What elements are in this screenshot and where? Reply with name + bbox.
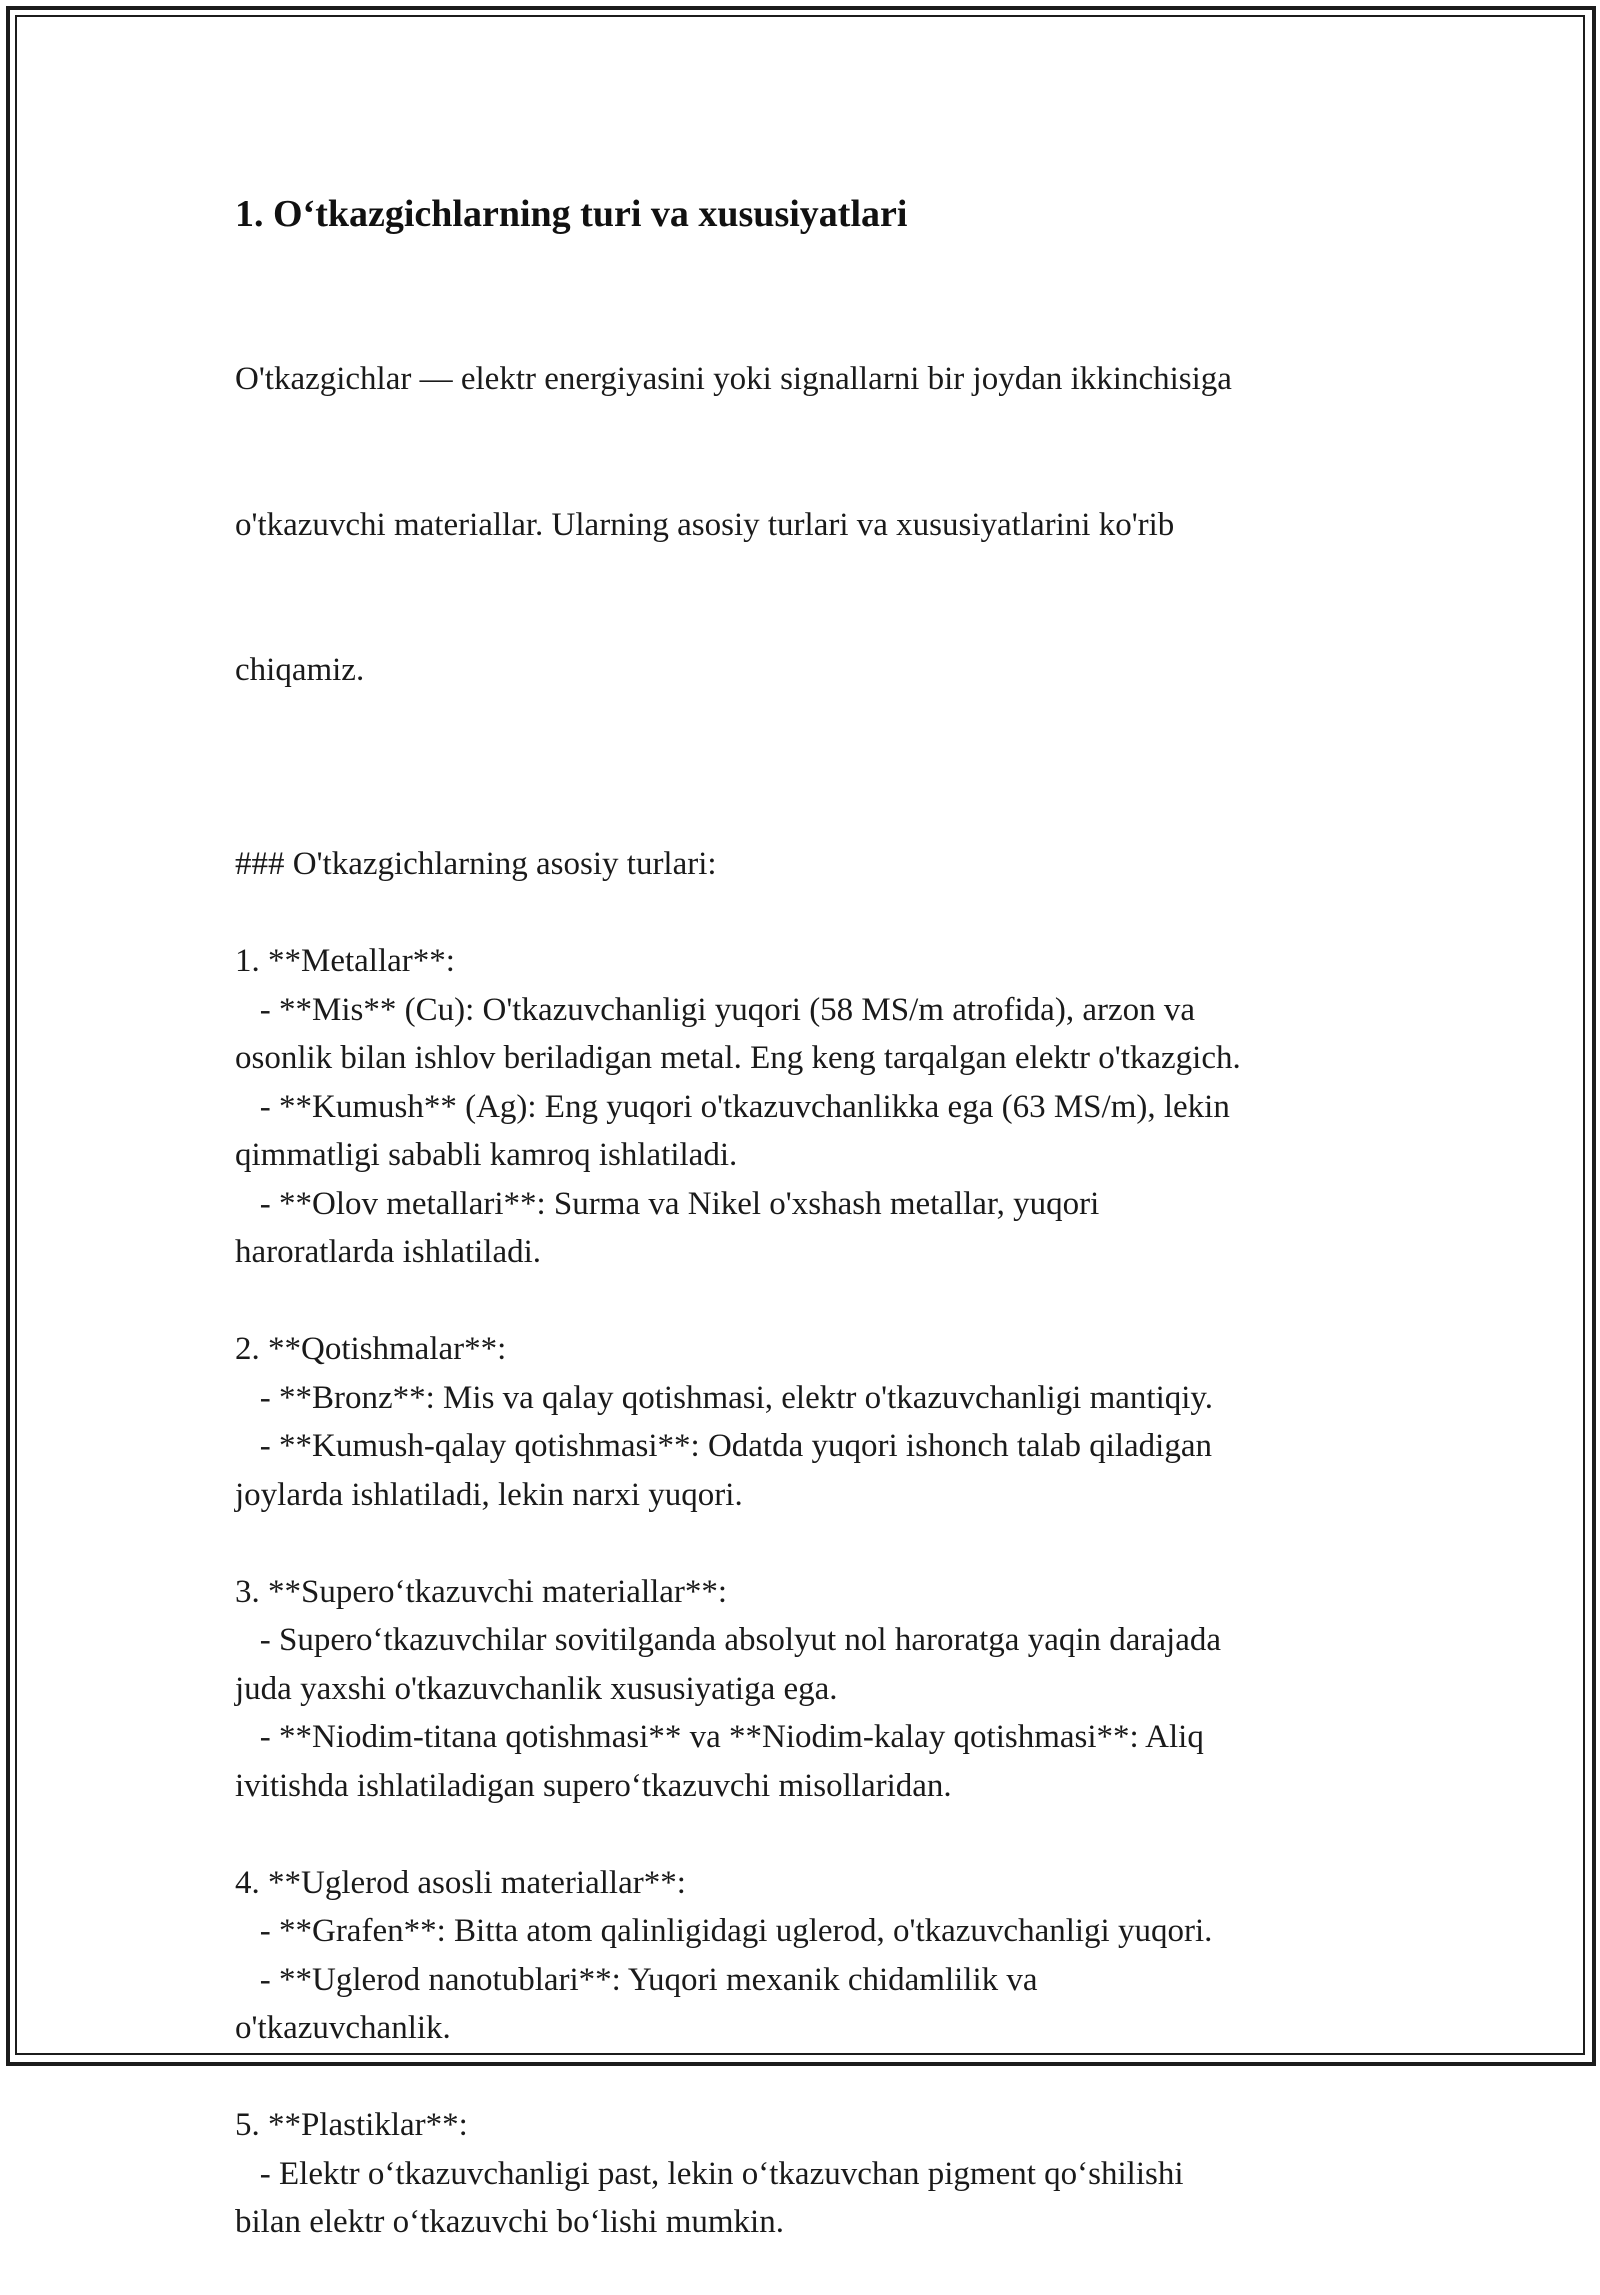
document-heading: 1. O‘tkazgichlarning turi va xususiyatlari [235,193,908,235]
section-line: - **Kumush-qalay qotishmasi**: Odatda yuqori ishonch talab qiladigan [235,1428,1212,1464]
document-body [235,190,1365,2295]
section-line: - **Grafen**: Bitta atom qalinligidagi uglerod, o'tkazuvchanligi yuqori. [235,1913,1213,1949]
section-plastics [235,2101,1365,2247]
section-line: - **Olov metallari**: Surma va Nikel o'xshash metallar, yuqori [235,1185,1100,1222]
section-title: 4. **Uglerod asosli materiallar**: [235,1864,686,1901]
section-metals [235,937,1365,1277]
intro-line: chiqamiz. [235,652,365,688]
section-title: 1. **Metallar**: [235,943,455,979]
section-title: 5. **Plastiklar**: [235,2107,468,2143]
section-line: haroratlarda ishlatiladi. [235,1234,542,1270]
section-line: - **Uglerod nanotublari**: Yuqori mexanik chidamlilik va [235,1961,1038,1998]
section-line: - Elektr o‘tkazuvchanligi past, lekin o‘tkazuvchan pigment qo‘shilishi [235,2155,1184,2192]
section-title: 2. **Qotishmalar**: [235,1331,507,1367]
section-line: - **Kumush** (Ag): Eng yuqori o'tkazuvchanlikka ega (63 MS/m), lekin [235,1088,1230,1125]
section-line: qimmatligi sababli kamroq ishlatiladi. [235,1137,738,1173]
section-line: osonlik bilan ishlov beriladigan metal. Eng keng tarqalgan elektr o'tkazgich. [235,1040,1241,1076]
section-superconductors [235,1568,1365,1811]
intro-paragraph [235,258,1365,792]
section-carbon [235,1859,1365,2053]
section-line: - **Mis** (Cu): O'tkazuvchanligi yuqori (58 MS/m atrofida), arzon va [235,991,1195,1028]
section-alloys [235,1325,1365,1519]
section-line: ivitishda ishlatiladigan supero‘tkazuvchi misollaridan. [235,1767,952,1804]
section-line: juda yaxshi o'tkazuvchanlik xususiyatiga ega. [235,1670,838,1707]
section-line: - **Niodim-titana qotishmasi** va **Niodim-kalay qotishmasi**: Aliq [235,1719,1204,1755]
section-line: bilan elektr o‘tkazuvchi bo‘lishi mumkin. [235,2204,784,2240]
intro-line: O'tkazgichlar — elektr energiyasini yoki signallarni bir joydan ikkinchisiga [235,361,1232,397]
subheading-block [235,840,1365,889]
section-title: 3. **Supero‘tkazuvchi materiallar**: [235,1573,728,1610]
section-line: joylarda ishlatiladi, lekin narxi yuqori. [235,1476,743,1513]
intro-line: o'tkazuvchi materiallar. Ularning asosiy turlari va xususiyatlarini ko'rib [235,506,1175,543]
section-line: o'tkazuvchanlik. [235,2010,451,2046]
subheading: ### O'tkazgichlarning asosiy turlari: [235,846,717,882]
section-line: - Supero‘tkazuvchilar sovitilganda absolyut nol haroratga yaqin darajada [235,1622,1222,1658]
section-line: - **Bronz**: Mis va qalay qotishmasi, elektr o'tkazuvchanligi mantiqiy. [235,1379,1214,1416]
